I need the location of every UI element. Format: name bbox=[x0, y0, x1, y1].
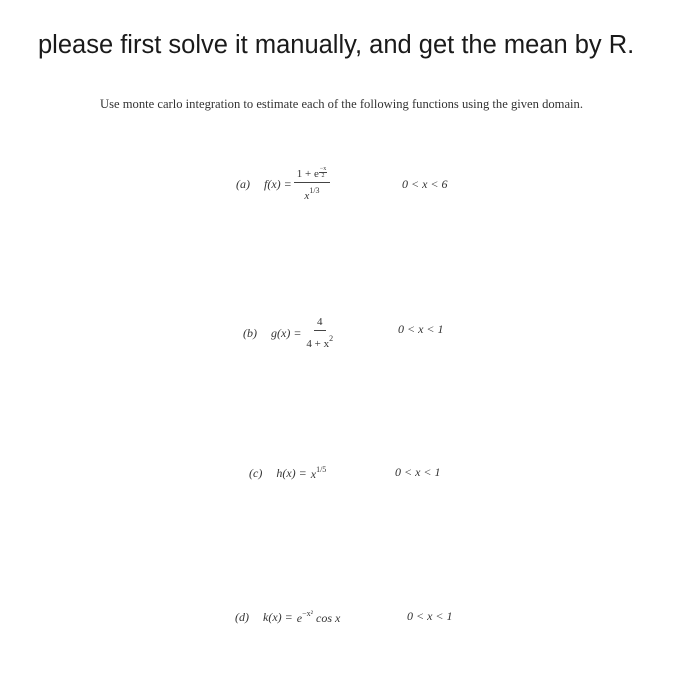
domain-d: 0 < x < 1 bbox=[407, 609, 453, 623]
problem-a bbox=[236, 166, 332, 203]
problem-label: (d) bbox=[235, 610, 249, 624]
exponent-fraction: $\frac{-x}{2}$ bbox=[319, 166, 327, 179]
problem-d bbox=[235, 609, 340, 626]
numerator: 1 + e $\frac{-x}{2}$ bbox=[294, 166, 330, 183]
denominator: $x^{1/3}$ bbox=[304, 186, 320, 202]
problem-label: (c) bbox=[249, 466, 263, 480]
function-rhs: $e^{-x^2}$ cos x bbox=[296, 609, 341, 625]
denominator: $4 + x^2$ bbox=[306, 334, 334, 350]
problem-label: (b) bbox=[243, 325, 257, 340]
domain-b: 0 < x < 1 bbox=[398, 322, 444, 336]
function-lhs: h(x) = bbox=[276, 466, 307, 480]
fraction bbox=[303, 315, 336, 351]
instructions-text: Use monte carlo integration to estimate each of the following functions using the given domain. bbox=[100, 97, 583, 111]
function-lhs: g(x) = bbox=[271, 325, 302, 340]
question-prompt: please first solve it manually, and get the mean by R. bbox=[38, 31, 635, 59]
domain-a: 0 < x < 6 bbox=[402, 177, 448, 191]
problem-c bbox=[249, 465, 326, 482]
domain-c: 0 < x < 1 bbox=[395, 465, 441, 479]
function-rhs: $x^{1/5}$ bbox=[310, 465, 327, 481]
problem-b bbox=[243, 315, 338, 351]
numerator: 4 bbox=[314, 315, 326, 331]
function-lhs: k(x) = bbox=[263, 610, 293, 624]
fraction bbox=[294, 166, 330, 203]
function-lhs: f(x) = bbox=[264, 177, 292, 191]
problem-label: (a) bbox=[236, 177, 250, 191]
